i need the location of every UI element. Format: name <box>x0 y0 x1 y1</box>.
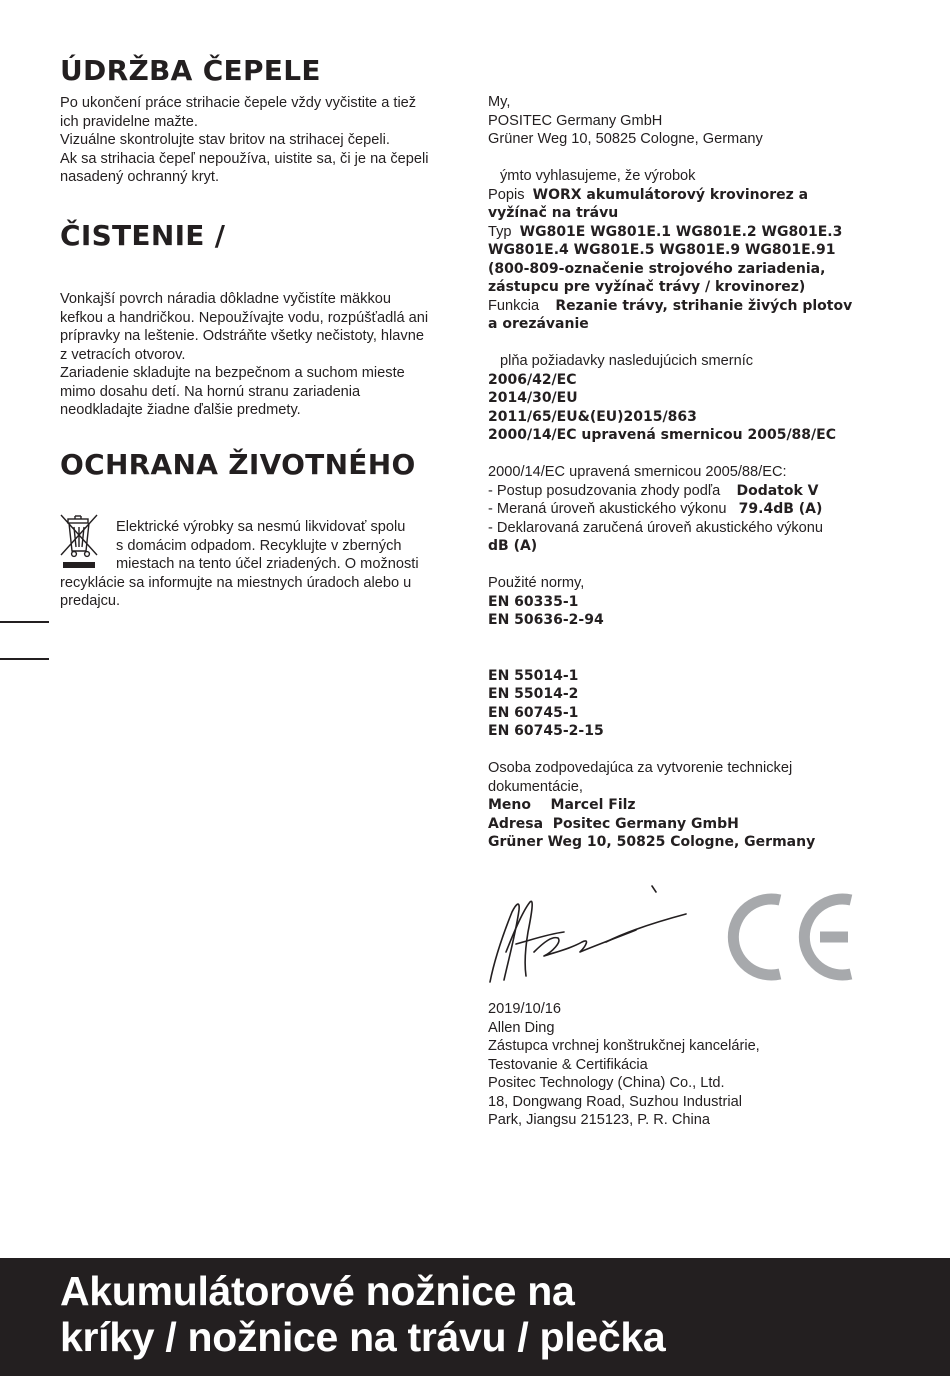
text-line: Vizuálne skontrolujte stav britov na strihacej čepeli. <box>60 132 390 148</box>
text-line: dokumentácie, <box>488 778 583 795</box>
norm: EN 60335-1 <box>488 593 579 610</box>
text-line: z vetracích otvorov. <box>60 346 186 363</box>
text-line: s domácim odpadom. Recyklujte v zberných <box>116 537 402 554</box>
label: - Meraná úroveň akustického výkonu <box>488 501 727 517</box>
text-line: kefkou a handričkou. Nepoužívajte vodu, rozpúšťadlá ani <box>60 309 429 326</box>
adresa-row <box>488 815 852 834</box>
typ-row <box>488 223 852 242</box>
text-line: Po ukončení práce strihacie čepele vždy vyčistite a tiež <box>60 95 417 111</box>
text-line: - Deklarovaná zaručená úroveň akustického výkonu <box>488 519 824 536</box>
directive: 2000/14/EC upravená smernicou 2005/88/EC <box>488 427 836 443</box>
label: Typ <box>488 223 512 240</box>
blade-maintenance-text <box>60 94 429 187</box>
label: Funkcia <box>488 297 540 314</box>
footer-banner <box>0 1258 950 1376</box>
value: Rezanie trávy, strihanie živých plotov <box>555 297 853 314</box>
norm: EN 60745-1 <box>488 704 579 721</box>
text-line: miestach na tento účel zriadených. O možnosti <box>116 556 419 572</box>
text-line: Zástupca vrchnej konštrukčnej kancelárie, <box>488 1038 760 1054</box>
text-line: POSITEC Germany GmbH <box>488 112 663 129</box>
directive: 2006/42/EC <box>488 371 577 388</box>
footer-title-line-1: Akumulátorové nožnice na <box>60 1268 575 1314</box>
label: Popis <box>488 186 525 203</box>
value: WORX akumulátorový krovinorez a <box>532 186 809 203</box>
norm: EN 60745-2-15 <box>488 723 604 739</box>
text-line: Zariadenie skladujte na bezpečnom a suchom mieste <box>60 365 405 381</box>
text-line: Testovanie & Certifikácia <box>488 1056 648 1073</box>
text-line: ich pravidelne mažte. <box>60 113 198 130</box>
norm: EN 50636-2-94 <box>488 612 604 628</box>
text-line: neodkladajte žiadne ďalšie predmety. <box>60 402 301 418</box>
text-line: a orezávanie <box>488 316 589 332</box>
label: Meno <box>488 797 532 813</box>
value: 79.4dB (A) <box>738 501 823 517</box>
text-line: prípravky na leštenie. Odstráňte všetky nečistoty, hlavne <box>60 328 424 344</box>
declaration-block <box>488 93 852 852</box>
directive: 2014/30/EU <box>488 390 578 406</box>
popis-row <box>488 186 852 205</box>
meno-row <box>488 796 852 815</box>
signatory-block <box>488 1000 760 1130</box>
norm: EN 55014-1 <box>488 667 579 684</box>
text-line: mimo dosahu detí. Na hornú stranu zariadenia <box>60 383 361 400</box>
margin-marker <box>0 621 49 623</box>
text-line: Elektrické výrobky sa nesmú likvidovať spolu <box>116 519 406 535</box>
cleaning-text <box>60 290 428 420</box>
ce-mark-icon <box>724 891 856 983</box>
environment-text <box>60 518 419 611</box>
value: Positec Germany GmbH <box>552 815 739 832</box>
text-line: My, <box>488 94 511 110</box>
noise-row <box>488 500 852 519</box>
value: Dodatok V <box>736 482 819 499</box>
text-line: (800-809-označenie strojového zariadenia, <box>488 260 826 277</box>
text-line: dB (A) <box>488 538 538 554</box>
text-line: Positec Technology (China) Co., Ltd. <box>488 1075 725 1091</box>
text-line: Allen Ding <box>488 1019 555 1036</box>
footer-title-line-2: kríky / nožnice na trávu / plečka <box>60 1314 666 1360</box>
text-line: Použité normy, <box>488 575 585 591</box>
label: Adresa <box>488 815 544 832</box>
value: Marcel Filz <box>550 797 636 813</box>
text-line: Grüner Weg 10, 50825 Cologne, Germany <box>488 834 816 850</box>
text-line: 2000/14/EC upravená smernicou 2005/88/EC: <box>488 464 787 480</box>
text-line: Vonkajší povrch náradia dôkladne vyčistíte mäkkou <box>60 291 391 307</box>
text-line: zástupcu pre vyžínač trávy / krovinorez) <box>488 279 806 295</box>
norm: EN 55014-2 <box>488 686 579 702</box>
text-line: nasadený ochranný kryt. <box>60 169 219 185</box>
text-line: 2019/10/16 <box>488 1001 562 1017</box>
signature-icon <box>486 882 691 990</box>
directive: 2011/65/EU&(EU)2015/863 <box>488 408 697 425</box>
section-title-environment: OCHRANA ŽIVOTNÉHO <box>60 448 416 481</box>
funkcia-row <box>488 297 852 316</box>
text-line: Grüner Weg 10, 50825 Cologne, Germany <box>488 131 763 147</box>
text-line: Park, Jiangsu 215123, P. R. China <box>488 1112 711 1128</box>
label: - Postup posudzovania zhody podľa <box>488 482 721 499</box>
text-line: predajcu. <box>60 593 121 609</box>
value: WG801E WG801E.1 WG801E.2 WG801E.3 <box>519 223 843 240</box>
text-line: ýmto vyhlasujeme, že výrobok <box>500 168 696 184</box>
text-line: plňa požiadavky nasledujúcich smerníc <box>500 353 754 369</box>
text-line: 18, Dongwang Road, Suzhou Industrial <box>488 1093 742 1110</box>
section-title-blade-maintenance: ÚDRŽBA ČEPELE <box>60 54 321 87</box>
section-title-cleaning: ČISTENIE / <box>60 219 226 252</box>
text-line: recyklácie sa informujte na miestnych úradoch alebo u <box>60 574 412 591</box>
text-line: WG801E.4 WG801E.5 WG801E.9 WG801E.91 <box>488 242 836 258</box>
text-line: vyžínač na trávu <box>488 205 619 221</box>
text-line: Osoba zodpovedajúca za vytvorenie technickej <box>488 760 793 776</box>
text-line: Ak sa strihacia čepeľ nepoužíva, uistite sa, či je na čepeli <box>60 150 429 167</box>
margin-marker <box>0 658 49 660</box>
noise-row <box>488 482 852 501</box>
